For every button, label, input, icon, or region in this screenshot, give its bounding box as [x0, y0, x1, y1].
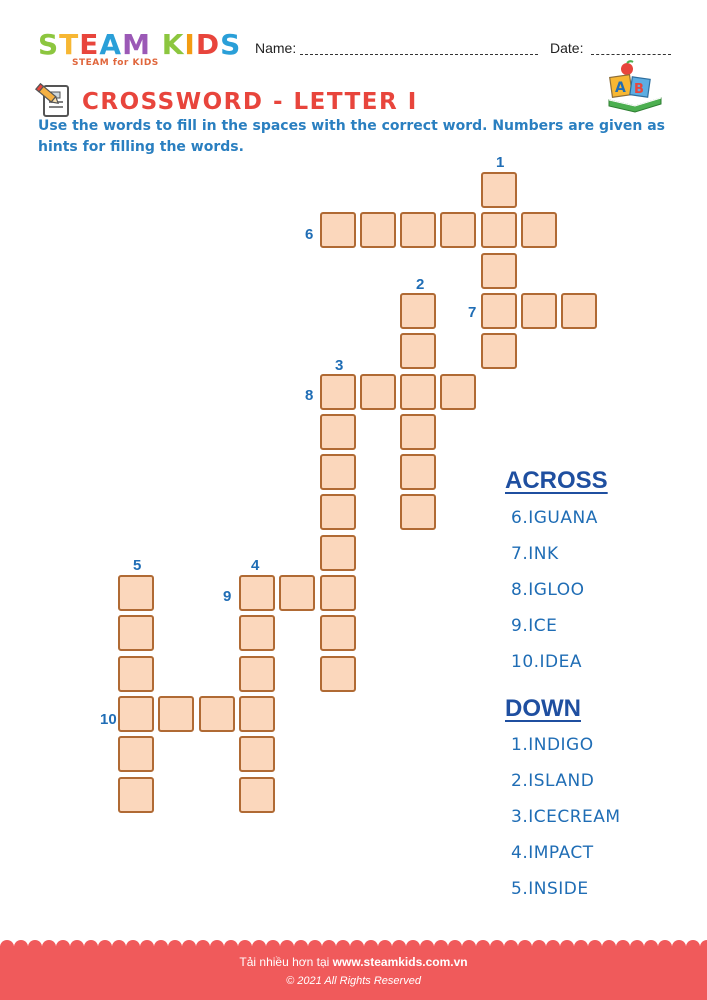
crossword-cell[interactable] [400, 414, 436, 450]
crossword-cell[interactable] [239, 656, 275, 692]
across-clue: 9.ICE [511, 616, 558, 636]
clue-number-8: 8 [305, 387, 314, 404]
crossword-cell[interactable] [561, 293, 597, 329]
crossword-cell[interactable] [481, 333, 517, 369]
across-heading: ACROSS [505, 467, 608, 494]
footer-download-text [0, 955, 707, 969]
crossword-cell[interactable] [118, 656, 154, 692]
down-clue: 3.ICECREAM [511, 807, 621, 827]
across-clue: 6.IGUANA [511, 508, 598, 528]
clue-number-2: 2 [416, 276, 425, 293]
crossword-cell[interactable] [118, 615, 154, 651]
name-label: Name: [255, 40, 297, 56]
crossword-cell[interactable] [320, 656, 356, 692]
crossword-cell[interactable] [360, 212, 396, 248]
footer-prefix: Tải nhiều hơn tại [239, 955, 333, 969]
crossword-cell[interactable] [320, 454, 356, 490]
down-clue: 1.INDIGO [511, 735, 594, 755]
crossword-cell[interactable] [360, 374, 396, 410]
date-label: Date: [550, 40, 584, 56]
crossword-cell[interactable] [440, 212, 476, 248]
worksheet-pencil-icon [34, 80, 74, 120]
across-clue: 8.IGLOO [511, 580, 585, 600]
crossword-cell[interactable] [400, 454, 436, 490]
down-clue: 2.ISLAND [511, 771, 595, 791]
svg-text:A: A [615, 80, 626, 96]
crossword-cell[interactable] [158, 696, 194, 732]
footer-copyright: © 2021 All Rights Reserved [286, 975, 421, 987]
clue-number-9: 9 [223, 588, 232, 605]
clue-number-5: 5 [133, 557, 142, 574]
crossword-cell[interactable] [199, 696, 235, 732]
crossword-cell[interactable] [118, 736, 154, 772]
abc-book-icon [605, 60, 665, 115]
crossword-cell[interactable] [239, 777, 275, 813]
crossword-cell[interactable] [320, 374, 356, 410]
crossword-cell[interactable] [400, 212, 436, 248]
clue-number-4: 4 [251, 557, 260, 574]
crossword-cell[interactable] [400, 374, 436, 410]
crossword-cell[interactable] [320, 414, 356, 450]
crossword-cell[interactable] [521, 293, 557, 329]
down-heading: DOWN [505, 695, 581, 722]
page-title: CROSSWORD - LETTER I [82, 89, 418, 115]
crossword-cell[interactable] [440, 374, 476, 410]
crossword-cell[interactable] [400, 494, 436, 530]
crossword-cell[interactable] [118, 696, 154, 732]
down-clue: 4.IMPACT [511, 843, 594, 863]
svg-text:B: B [634, 82, 644, 97]
crossword-cell[interactable] [239, 696, 275, 732]
crossword-cell[interactable] [320, 212, 356, 248]
crossword-cell[interactable] [239, 575, 275, 611]
crossword-cell[interactable] [239, 736, 275, 772]
crossword-cell[interactable] [239, 615, 275, 651]
crossword-cell[interactable] [320, 494, 356, 530]
clue-number-7: 7 [468, 304, 477, 321]
crossword-cell[interactable] [521, 212, 557, 248]
crossword-cell[interactable] [481, 172, 517, 208]
crossword-cell[interactable] [320, 615, 356, 651]
clue-number-6: 6 [305, 226, 314, 243]
clue-number-1: 1 [496, 154, 505, 171]
crossword-cell[interactable] [481, 212, 517, 248]
crossword-cell[interactable] [481, 293, 517, 329]
footer-site-link[interactable]: www.steamkids.com.vn [332, 955, 468, 969]
date-field[interactable] [591, 53, 671, 55]
instructions-text: Use the words to fill in the spaces with the correct word. Numbers are given as hints for filling the words. [38, 118, 666, 155]
across-clue: 10.IDEA [511, 652, 583, 672]
down-clue: 5.INSIDE [511, 879, 589, 899]
logo-subtitle: STEAM for KIDS [72, 58, 159, 68]
across-clue: 7.INK [511, 544, 559, 564]
crossword-cell[interactable] [400, 293, 436, 329]
crossword-cell[interactable] [320, 535, 356, 571]
crossword-cell[interactable] [118, 575, 154, 611]
crossword-cell[interactable] [481, 253, 517, 289]
crossword-cell[interactable] [118, 777, 154, 813]
crossword-cell[interactable] [400, 333, 436, 369]
clue-number-3: 3 [335, 357, 344, 374]
name-field[interactable] [300, 53, 538, 55]
logo: STEAM KIDS [38, 28, 242, 61]
clue-number-10: 10 [100, 711, 117, 728]
crossword-cell[interactable] [279, 575, 315, 611]
crossword-cell[interactable] [320, 575, 356, 611]
